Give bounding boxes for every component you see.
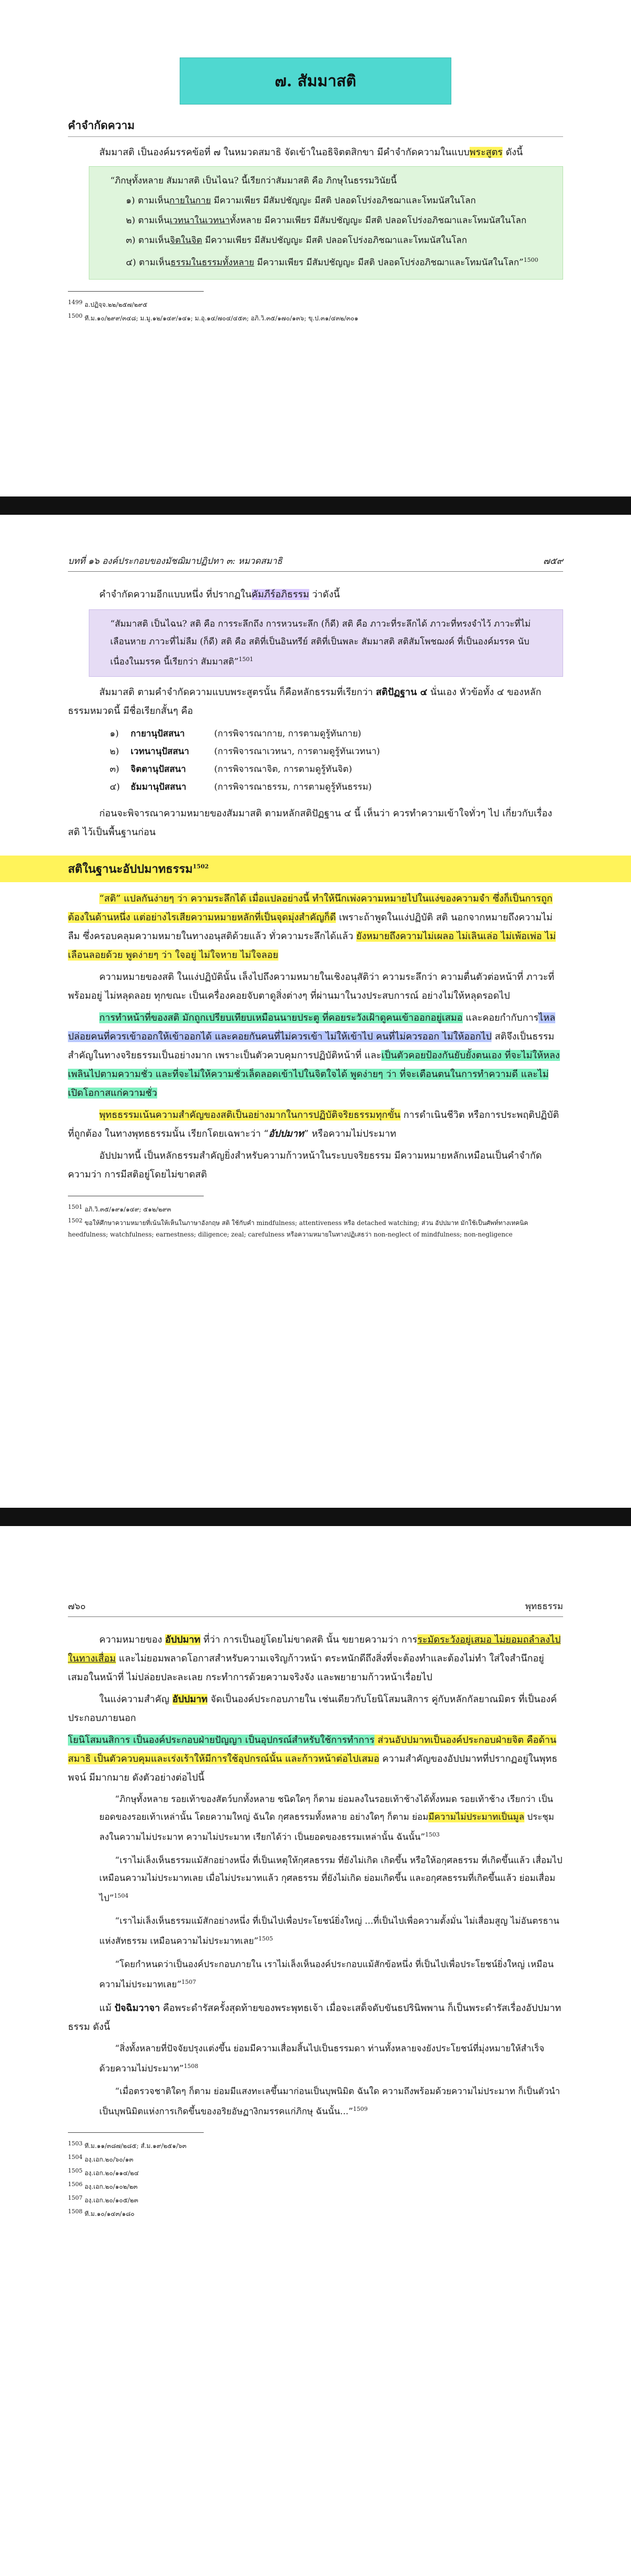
item-num: ๑)	[110, 728, 119, 739]
quote-item-num: ๑)	[126, 195, 135, 206]
highlight: “สติ” แปลกันง่ายๆ ว่า ความระลึกได้ เมื่อแปลอย่างนี้ ทำให้นึกเพ่งความหมายไปในแง่ของความจำ ซึ่งก็เป็นการถูกต้องในด้านหนึ่ง แต่อย่างไรเสียความหมายหลักที่เป็นจุดมุ่งสำคัญก็ดี	[68, 893, 553, 923]
footnote	[68, 2152, 559, 2165]
paragraph: ความหมายของสติ ในแง่ปฏิบัตินั้น เล็งไปถึงความหมายในเชิงอนุสัติว่า ความระลึกว่า ความตื่นตัวต่อหน้าที่ ภาวะที่พร้อมอยู่ ไม่หลุดลอย ทุกขณะ เป็นเครื่องคอยจับตาดูสิ่งต่างๆ ที่ผ่านมาในวงประสบการณ์ อย่างไม่ให้หลุดรอดไป	[68, 971, 555, 1001]
term: ปัจฉิมวาจา	[114, 2002, 160, 2014]
footnotes-divider	[68, 1196, 204, 1202]
footnote-text: ที.ม.๑๐/๑๔๓/๑๘๐	[84, 2210, 135, 2217]
footnote-num: 1503	[68, 2140, 83, 2147]
item-term: จิตตานุปัสสนา	[131, 764, 186, 775]
running-header	[68, 1599, 563, 1617]
quote-item-post: มีความเพียร มีสัมปชัญญะ มีสติ ปลอดโปร่งอภิชฌาและโทมนัสในโลก	[211, 195, 476, 206]
footnote-ref: 1503	[425, 1831, 440, 1838]
highlight: ระมัดระวังอยู่เสมอ ไม่ยอมถลำลงไปในทางเสื่อม	[68, 1634, 561, 1664]
footnote	[68, 1202, 559, 1215]
footnote-num: 1502	[68, 1217, 83, 1224]
para-text: ในแง่ความสำคัญ	[99, 1694, 172, 1705]
abhidhamma-quote	[89, 609, 563, 677]
quote-text: ประชุมลงในความไม่ประมาท ความไม่ประมาท เรียกได้ว่า เป็นยอดของธรรมเหล่านั้น ฉันนั้น”	[99, 1812, 554, 1843]
item-term: กายานุปัสสนา	[131, 728, 185, 739]
item-desc: (การพิจารณาเวทนา, การตามดูรู้ทันเวทนา)	[214, 746, 380, 757]
footnote-text: ขอให้ศึกษาความหมายที่เน้นให้เห็นในภาษาอังกฤษ สติ ใช้กับคำ mindfulness; attentiveness หรือ detached watching; ส่วน อัปปมาท มักใช้เป็นศัพท์ทางเทคนิค heedfulness; watchfulness; earnestness; diligence; zeal; carefulness หรือความหมายในทางปฏิเสธว่า non-neglect of mindfulness; non-negligence	[68, 1219, 528, 1238]
list-item	[110, 725, 563, 743]
footnote-num: 1507	[68, 2194, 83, 2201]
footnote-ref: 1508	[183, 2062, 198, 2070]
buddha-quotes	[99, 1791, 563, 1994]
footnote-ref: 1507	[181, 1978, 196, 1985]
item-term: ธัมมานุปัสสนา	[131, 781, 186, 792]
footnote-text: ที.ม.๑๐/๒๙๙/๓๔๘; ม.มู.๑๒/๑๔๙/๑๔๑; ม.อุ.๑๔/๗๐๔/๔๕๓; อภิ.วิ.๓๕/๑๗๐/๑๓๖; ขุ.ป.๓๑/๔๓๒/๓๐๑	[84, 314, 358, 322]
item-desc: (การพิจารณาจิต, การตามดูรู้ทันจิต)	[214, 764, 352, 775]
quote-item-num: ๔)	[126, 257, 136, 268]
item-num: ๒)	[110, 746, 119, 757]
running-header-title: พุทธธรรม	[525, 1601, 563, 1612]
quote-item-key: ธรรมในธรรมทั้งหลาย	[170, 257, 254, 268]
quote	[99, 1791, 563, 1846]
para-text: แม้	[99, 2002, 115, 2014]
quote-item-pre: ตามเห็น	[137, 195, 170, 206]
chapter-title: ๗. สัมมาสติ	[180, 57, 451, 105]
quote	[99, 2040, 563, 2078]
highlight-green: เป็นตัวคอยป้องกันยับยั้งตนเอง ที่จะไม่ให้หลงเพลินไปตามความชั่ว และที่จะไม่ให้ความชั่วเล็ดลอดเข้าไปในจิตใจได้ พูดง่ายๆ ว่า ที่จะเตือนตนในการทำความดี และไม่เปิดโอกาสแก่ความชั่ว	[68, 1049, 560, 1099]
satipatthana-intro	[68, 683, 563, 721]
quote-text: “โดยกำหนดว่าเป็นองค์ประกอบภายใน เราไม่เล็งเห็นองค์ประกอบแม้สักข้อหนึ่ง ที่เป็นไปเพื่อประโยชน์ยิ่งใหญ่ เหมือนความไม่ประมาทเลย”	[99, 1959, 554, 1990]
para-bold: สติปัฏฐาน ๔	[376, 686, 427, 698]
list-item	[110, 778, 563, 796]
footnote	[68, 2192, 559, 2206]
quote-text: “เราไม่เล็งเห็นธรรมแม้สักอย่างหนึ่ง ที่เป็นเหตุให้กุศลธรรม ที่ยังไม่เกิด เกิดขึ้น หรือให้อกุศลธรรม ที่เกิดขึ้นแล้ว เสื่อมไป เหมือนความไม่ประมาทเลย เมื่อไม่ประมาทแล้ว กุศลธรรม ที่ยังไม่เกิด ย่อมเกิดขึ้น และอกุศลธรรมที่เกิดขึ้นแล้ว ย่อมเสื่อมไป”	[99, 1855, 563, 1904]
quote-item	[110, 251, 547, 272]
quote-open: “ภิกษุทั้งหลาย สัมมาสติ เป็นไฉน? นี้เรียกว่าสัมมาสติ คือ ภิกษุในธรรมวินัยนี้	[110, 176, 397, 186]
section-title-text: สติในฐานะอัปปมาทธรรม	[68, 862, 193, 876]
highlight: มีความไม่ประมาทเป็นมูล	[428, 1812, 524, 1822]
item-desc: (การพิจารณาธรรม, การตามดูรู้ทันธรรม)	[214, 781, 372, 792]
para-text: ” หรือความไม่ประมาท	[303, 1128, 396, 1139]
page-2	[0, 515, 631, 1508]
paragraph	[68, 890, 563, 965]
quote	[99, 2083, 563, 2121]
footnote	[68, 2179, 559, 2192]
intro-highlight: คัมภีร์อภิธรรม	[251, 589, 309, 600]
paragraph	[68, 1631, 563, 1687]
sutta-quote	[89, 166, 563, 280]
quote-text: “ภิกษุทั้งหลาย รอยเท้าของสัตว์บกทั้งหลาย ชนิดใดๆ ก็ตาม ย่อมลงในรอยเท้าช้างได้ทั้งหมด รอยเท้าช้าง เรียกว่า เป็นยอดของรอยเท้าเหล่านั้น โดยความใหญ่ ฉันใด กุศลธรรมทั้งหลาย อย่างใดๆ ก็ตาม ย่อม	[99, 1794, 553, 1822]
quote-item-pre: ตามเห็น	[138, 235, 170, 246]
quote-item	[110, 192, 547, 210]
page-1	[0, 0, 631, 496]
para-text: ความหมายของ	[99, 1634, 166, 1645]
item-desc: (การพิจารณากาย, การตามดูรู้ทันกาย)	[214, 728, 361, 739]
quote-item-pre: ตามเห็น	[138, 215, 170, 226]
quote-text: ...ที่เป็นไปเพื่อความตั้งมั่น ไม่เสื่อมสูญ ไม่อันตรธานแห่งสัทธรรม เหมือนความไม่ประมาทเลย”	[99, 1916, 559, 1947]
section-heading: คำจำกัดความ	[68, 117, 563, 137]
item-num: ๔)	[110, 781, 120, 792]
footnote-num: 1504	[68, 2153, 83, 2161]
paragraph: อัปปมาทนี้ เป็นหลักธรรมสำคัญยิ่งสำหรับความก้าวหน้าในระบบจริยธรรม มีความหมายหลักเหมือนเป็นคำจำกัดความว่า การมีสติอยู่โดยไม่ขาดสติ	[68, 1150, 542, 1180]
paragraph	[68, 1731, 563, 1787]
item-term: เวทนานุปัสสนา	[131, 746, 190, 757]
intro-after: ว่าดังนี้	[309, 589, 340, 600]
paragraph	[68, 1999, 563, 2037]
quote-item	[110, 232, 547, 249]
final-quotes	[99, 2040, 563, 2121]
page-number: ๗๖๐	[68, 1601, 86, 1612]
quote	[99, 1912, 563, 1950]
highlight: ยังหมายถึงความไม่เผลอ ไม่เลินเล่อ ไม่เพ้อเพ่อ ไม่เลือนลอยด้วย พูดง่ายๆ ว่า ใจอยู่ ไม่ใจหาย ไม่ใจลอย	[68, 930, 556, 961]
footnote	[68, 297, 559, 310]
intro-text: สัมมาสติ เป็นองค์มรรคข้อที่ ๗ ในหมวดสมาธิ จัดเข้าในอธิจิตตสิกขา มีคำจำกัดความในแบบ	[99, 147, 470, 158]
footnote-text: อ.ปฏิจฺจ.๒๒/๒๕๗/๒๙๕	[84, 301, 148, 308]
intro-highlight: พระสูตร	[469, 147, 503, 158]
para-text: ที่ว่า การเป็นอยู่โดยไม่ขาดสติ นั้น ขยายความว่า การ	[200, 1634, 417, 1645]
quote-item-key: จิตในจิต	[170, 235, 203, 246]
footnote-num: 1505	[68, 2167, 83, 2174]
footnote-num: 1499	[68, 298, 83, 306]
quote-item-num: ๒)	[126, 215, 135, 226]
quote-item-post: มีความเพียร มีสัมปชัญญะ มีสติ ปลอดโปร่งอภิชฌาและโทมนัสในโลก”	[254, 257, 524, 268]
footnotes-divider	[68, 2132, 204, 2138]
footnote-text: ที.ม.๑๑/๓๘๗/๒๘๕; สํ.ม.๑๙/๒๕๑/๖๓	[84, 2142, 186, 2150]
quote-text: “สิ่งทั้งหลายที่ปัจจัยปรุงแต่งขึ้น ย่อมมีความเสื่อมสิ้นไปเป็นธรรมดา ท่านทั้งหลายจงยังประโยชน์ที่มุ่งหมายให้สำเร็จ ด้วยความไม่ประมาท”	[99, 2043, 545, 2074]
item-num: ๓)	[110, 764, 120, 775]
footnote-num: 1506	[68, 2180, 83, 2188]
footnote	[68, 2165, 559, 2179]
para-text: เพราะถ้าพูดในแง่ปฏิบัติ สติ นอกจากหมายถึงความไม่ลืม ซึ่งครอบคลุมความหมายในทางอนุสติด้วยแล้ว ทั่วความระลึกได้แล้ว	[68, 911, 553, 942]
quote-item-post: มีความเพียร มีสัมปชัญญะ มีสติ ปลอดโปร่งอภิชฌาและโทมนัสในโลก	[202, 235, 468, 246]
para-text: และคอยกำกับการ	[462, 1012, 539, 1023]
satipatthana-list	[110, 725, 563, 796]
footnote-ref: 1502	[192, 863, 209, 870]
footnote-text: องฺ.เอก.๒๐/๖๐/๑๓	[84, 2155, 134, 2163]
intro-paragraph	[68, 143, 563, 162]
footnote-text: อภิ.วิ.๓๕/๑๙๑/๑๔๙; ๕๑๒/๒๙๓	[84, 1205, 171, 1213]
footnote-ref: 1500	[523, 257, 539, 263]
list-item	[110, 743, 563, 760]
intro-text: คำจำกัดความอีกแบบหนึ่ง ที่ปรากฏใน	[99, 589, 252, 600]
footnote-text: องฺ.เอก.๒๐/๑๑๔/๒๔	[84, 2169, 139, 2177]
paragraph: ก่อนจะพิจารณาความหมายของสัมมาสติ ตามหลักสติปัฏฐาน ๔ นี้ เห็นว่า ควรทำความเข้าใจทั่วๆ ไป เกี่ยวกับเรื่องสติ ไว้เป็นพื้นฐานก่อน	[68, 807, 553, 838]
section-title	[0, 856, 631, 882]
paragraph	[68, 1009, 563, 1103]
quote	[99, 1956, 563, 1994]
intro-after: ดังนี้	[503, 147, 523, 158]
page-number: ๗๕๙	[543, 556, 563, 567]
footnote	[68, 2138, 559, 2152]
term: อัปปมาท	[268, 1128, 304, 1139]
footnote	[68, 1215, 559, 1240]
footnote-text: องฺ.เอก.๒๐/๑๐๕/๒๓	[84, 2196, 138, 2204]
footnote-text: องฺ.เอก.๒๐/๑๐๒/๒๓	[84, 2182, 138, 2190]
quote-item-post: ทั้งหลาย มีความเพียร มีสัมปชัญญะ มีสติ ปลอดโปร่งอภิชฌาและโทมนัสในโลก	[230, 215, 527, 226]
running-header	[68, 554, 563, 572]
para-text: สติจึงเป็นธรรมสำคัญในทางจริยธรรมเป็นอย่างมาก เพราะเป็นตัวควบคุมการปฏิบัติหน้าที่ และ	[68, 1031, 555, 1061]
footnote-num: 1500	[68, 312, 83, 319]
para-text: จัดเป็นองค์ประกอบภายใน เช่นเดียวกับโยนิโสมนสิการ คู่กับหลักกัลยาณมิตร ที่เป็นองค์ประกอบภายนอก	[68, 1694, 557, 1724]
list-item	[110, 760, 563, 778]
footnote-ref: 1505	[258, 1935, 273, 1943]
para-text: ความสำคัญของอัปปมาทที่ปรากฏอยู่ในพุทธพจน์ มีมากมาย ดังตัวอย่างต่อไปนี้	[68, 1753, 558, 1783]
page-3	[0, 1526, 631, 2576]
para-after: นั่นเอง หัวข้อทั้ง ๔ ของหลักธรรมหมวดนี้ มีชื่อเรียกสั้นๆ คือ	[68, 686, 542, 717]
term: อัปปมาท	[172, 1694, 208, 1705]
quote-item-num: ๓)	[126, 235, 136, 246]
quote-item-key: กายในกาย	[169, 195, 211, 206]
quote	[99, 1852, 563, 1908]
term: อัปปมาท	[165, 1634, 201, 1645]
highlight-green: โยนิโสมนสิการ เป็นองค์ประกอบฝ่ายปัญญา เป็นอุปกรณ์สำหรับใช้การทำการ	[68, 1735, 375, 1746]
para-text: และไม่ยอมพลาดโอกาสสำหรับความเจริญก้าวหน้า ตระหนักดีถึงสิ่งที่จะต้องทำและต้องไม่ทำ ใส่ใจสำนึกอยู่เสมอในหน้าที่ ไม่ปล่อยปละละเลย กระทำการด้วยความจริงจัง และพยายามก้าวหน้าเรื่อยไป	[68, 1653, 544, 1683]
highlight-blue: ไหลปล่อยคนที่ควรเข้าออกให้เข้าออกได้ และคอยกันคนที่ไม่ควรเข้า ไม่ให้เข้าไป คนที่ไม่ควรออก ไม่ให้ออกไป	[68, 1012, 555, 1042]
running-header-title: บทที่ ๑๖ องค์ประกอบของมัชฌิมาปฏิปทา ๓: หมวดสมาธิ	[68, 556, 283, 567]
highlight-green: การทำหน้าที่ของสติ มักถูกเปรียบเทียบเหมือนนายประตู ที่คอยระวังเฝ้าดูคนเข้าออกอยู่เสมอ	[99, 1012, 463, 1023]
footnote-ref: 1501	[238, 656, 253, 663]
footnote-num: 1501	[68, 1203, 83, 1210]
footnote	[68, 2206, 559, 2220]
quote-item-pre: ตามเห็น	[138, 257, 171, 268]
footnote-ref: 1509	[353, 2106, 368, 2113]
para-text: คือพระดำรัสครั้งสุดท้ายของพระพุทธเจ้า เมื่อจะเสด็จดับขันธปรินิพพาน ก็เป็นพระดำรัสเรื่องอัปปมาทธรรม ดังนี้	[68, 2002, 562, 2032]
highlight: ส่วนอัปปมาทเป็นองค์ประกอบฝ่ายจิต คือด้านสมาธิ เป็นตัวควบคุมและเร่งเร้าให้มีการใช้อุปกรณ์นั้น และก้าวหน้าต่อไปเสมอ	[68, 1735, 557, 1764]
quote-text: “สัมมาสติ เป็นไฉน? สติ คือ การระลึกถึง การหวนระลึก (ก็ดี) สติ คือ ภาวะที่ระลึกได้ ภาวะที่ทรงจำไว้ ภาวะที่ไม่เลือนหาย ภาวะที่ไม่ลืม (ก็ดี) สติ คือ สติที่เป็นอินทรีย์ สติที่เป็นพละ สัมมาสติ สติสัมโพชฌงค์ ที่เป็นองค์มรรค นับเนื่องในมรรค นี้เรียกว่า สัมมาสติ”	[110, 619, 531, 667]
footnotes-divider	[68, 291, 204, 297]
footnote-ref: 1504	[114, 1892, 129, 1899]
quote-item-key: เวทนาในเวทนา	[169, 215, 230, 226]
para-text: สัมมาสติ ตามคำจำกัดความแบบพระสูตรนั้น ก็คือหลักธรรมที่เรียกว่า	[99, 686, 376, 698]
quote-text: “เราไม่เล็งเห็นธรรมแม้สักอย่างหนึ่ง ที่เป็นไปเพื่อประโยชน์ยิ่งใหญ่	[115, 1916, 362, 1927]
footnote	[68, 310, 559, 324]
paragraph	[68, 1690, 563, 1728]
footnote-num: 1508	[68, 2208, 83, 2215]
para-text: การดำเนินชีวิต หรือการประพฤติปฏิบัติที่ถูกต้อง ในทางพุทธธรรมนั้น เรียกโดยเฉพาะว่า “	[68, 1109, 559, 1139]
highlight: พุทธธรรมเน้นความสำคัญของสติเป็นอย่างมากในการปฏิบัติจริยธรรมทุกขั้น	[99, 1109, 401, 1120]
paragraph	[68, 1106, 563, 1143]
abhidhamma-intro	[68, 585, 563, 604]
quote-item	[110, 212, 547, 229]
quote-text: “เมื่อตรวจชาติใดๆ ก็ตาม ย่อมมีแสงทะเลขึ้นมาก่อนเป็นบุพนิมิต ฉันใด ความถึงพร้อมด้วยความไม่ประมาท ก็เป็นตัวนำ เป็นบุพนิมิตแห่งการเกิดขึ้นของอริยอัษฏางิกมรรคแก่ภิกษุ ฉันนั้น...”	[99, 2086, 560, 2117]
